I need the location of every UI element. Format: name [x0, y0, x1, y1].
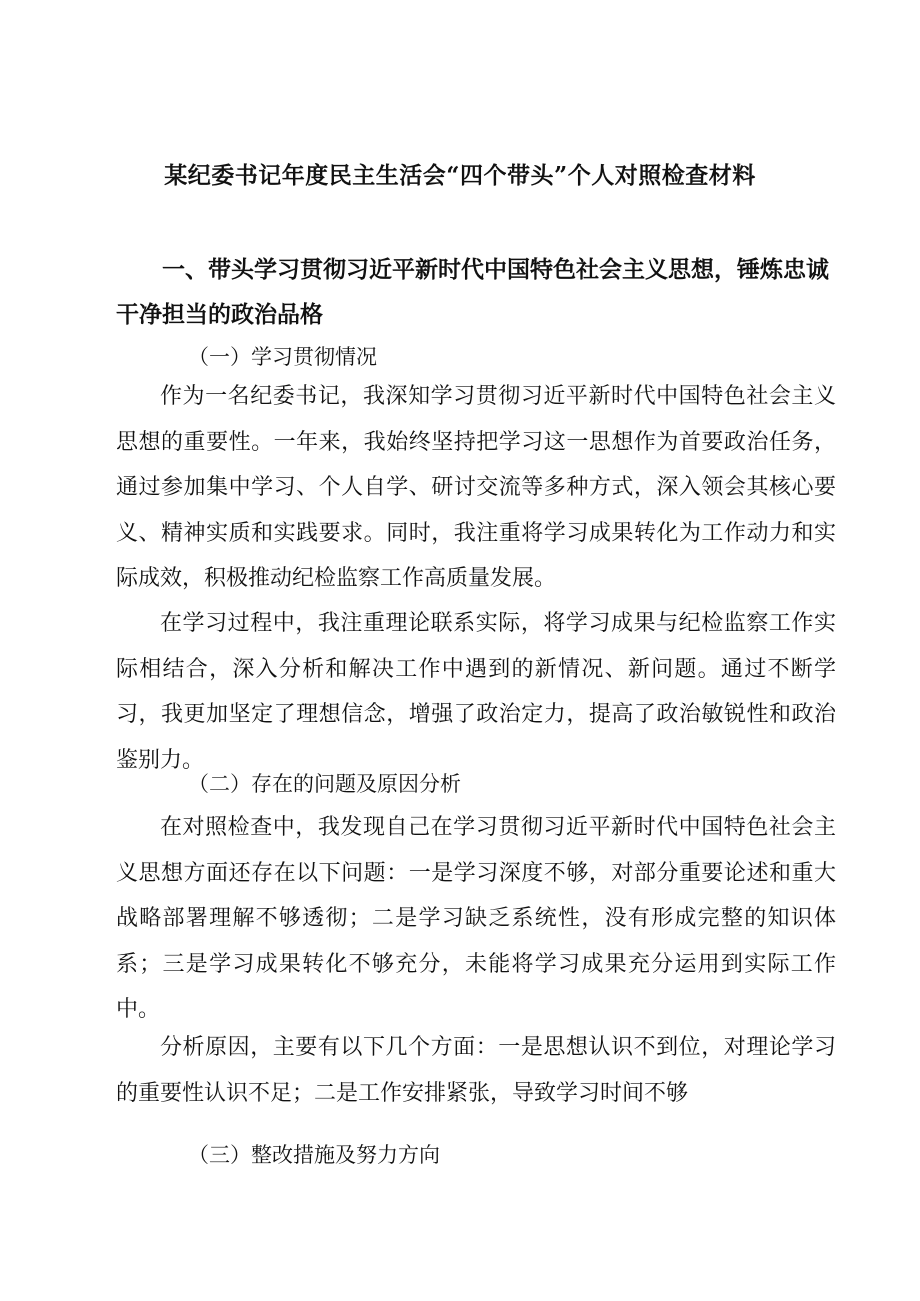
- document-title: 某纪委书记年度民主生活会“四个带头”个人对照检查材料: [164, 162, 756, 189]
- paragraph-causes: 分析原因，主要有以下几个方面：一是思想认识不到位，对理论学习的重要性认识不足；二是工作安排紧张，导致学习时间不够: [116, 1035, 836, 1106]
- section-1-heading: 一、带头学习贯彻习近平新时代中国特色社会主义思想，锤炼忠诚干净担当的政治品格: [116, 256, 829, 328]
- paragraph-study-overview: 作为一名纪委书记，我深知学习贯彻习近平新时代中国特色社会主义思想的重要性。一年来，我始终坚持把学习这一思想作为首要政治任务，通过参加集中学习、个人自学、研讨交流等多种方式，深入领会其核心要义、精神实质和实践要求。同时，我注重将学习成果转化为工作动力和实际成效，积极推动纪检监察工作高质量发展。: [116, 384, 836, 592]
- paragraph-study-practice: 在学习过程中，我注重理论联系实际，将学习成果与纪检监察工作实际相结合，深入分析和解决工作中遇到的新情况、新问题。通过不断学习，我更加坚定了理想信念，增强了政治定力，提高了政治敏锐性和政治鉴别力。: [116, 611, 836, 773]
- paragraph-problems: 在对照检查中，我发现自己在学习贯彻习近平新时代中国特色社会主义思想方面还存在以下问题：一是学习深度不够，对部分重要论述和重大战略部署理解不够透彻；二是学习缺乏系统性，没有形成完整的知识体系；三是学习成果转化不够充分，未能将学习成果充分运用到实际工作中。: [116, 815, 836, 1023]
- subsection-3-heading: （三）整改措施及努力方向: [188, 1143, 440, 1167]
- subsection-2-heading: （二）存在的问题及原因分析: [188, 772, 461, 796]
- subsection-1-heading: （一）学习贯彻情况: [188, 345, 377, 369]
